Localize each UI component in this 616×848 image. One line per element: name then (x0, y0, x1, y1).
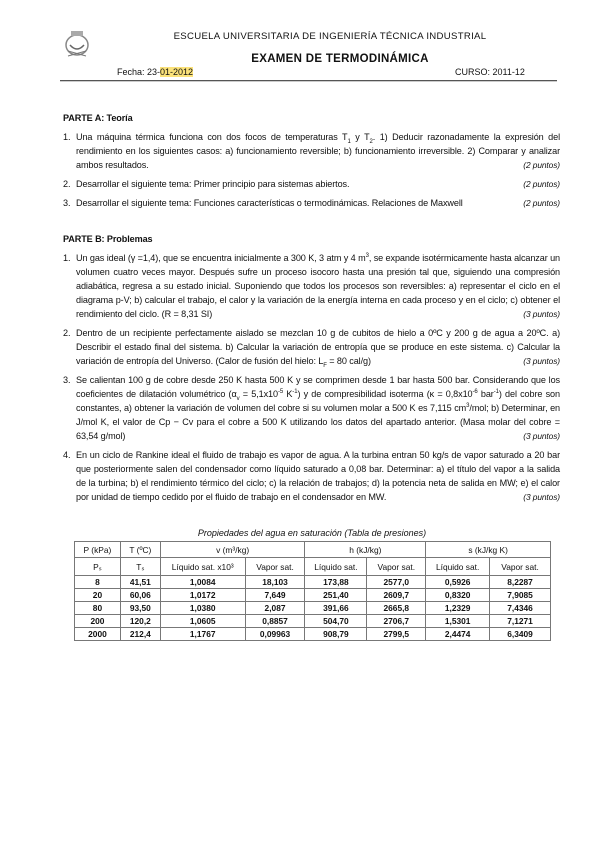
table-row (75, 589, 551, 602)
table-cell: 6,3409 (490, 628, 551, 641)
question-points: (3 puntos) (519, 490, 560, 504)
table-cell: 2,087 (245, 602, 305, 615)
subheader-cell: Líquido sat. (305, 558, 367, 576)
question-text (76, 328, 560, 369)
table-cell: 0,5926 (426, 576, 490, 589)
table-cell: 908,79 (305, 628, 367, 641)
theory-questions (63, 130, 560, 210)
question-number: 2. (63, 328, 71, 338)
header-cell: v (m³/kg) (160, 542, 305, 558)
text-run: y T (350, 132, 370, 142)
table-cell: 7,1271 (490, 615, 551, 628)
superscript: -5 (277, 388, 284, 395)
subheader-cell: Líquido sat. x10³ (160, 558, 245, 576)
table-cell: 173,88 (305, 576, 367, 589)
table-cell: 251,40 (305, 589, 367, 602)
table-cell: 7,4346 (490, 602, 551, 615)
question-number: 4. (63, 450, 71, 460)
exam-date (117, 67, 193, 77)
text-run: ) del cobre son constantes, a) obtener la variación de volumen del cobre si su volumen molar a 500 K es 7,115 cm (76, 389, 560, 413)
text-run: Desarrollar el siguiente tema: Primer principio para sistemas abiertos. (76, 179, 350, 189)
question-text (76, 450, 560, 502)
table-cell: 504,70 (305, 615, 367, 628)
subheader-cell: Vapor sat. (490, 558, 551, 576)
section-title-parte-b: PARTE B: Problemas (63, 234, 153, 244)
table-caption: Propiedades del agua en saturación (Tabla de presiones) (197, 528, 427, 538)
table-cell: 60,06 (120, 589, 160, 602)
table-cell: 80 (75, 602, 121, 615)
table-cell: 1,0380 (160, 602, 245, 615)
question-item (63, 196, 560, 210)
table-row (75, 615, 551, 628)
header-cell: T (ºC) (120, 542, 160, 558)
question-item (63, 326, 560, 368)
question-points: (3 puntos) (519, 354, 560, 368)
table-cell: 8 (75, 576, 121, 589)
header-cell: P (kPa) (75, 542, 121, 558)
question-points: (3 puntos) (519, 429, 560, 443)
table-cell: 2000 (75, 628, 121, 641)
table-cell: 20 (75, 589, 121, 602)
question-item (63, 373, 560, 443)
table-cell: 41,51 (120, 576, 160, 589)
table-row (75, 628, 551, 641)
question-item (63, 251, 560, 321)
table-cell: 2665,8 (367, 602, 426, 615)
table-cell: 2799,5 (367, 628, 426, 641)
problem-questions (63, 251, 560, 504)
text-run: ) y de compresibilidad isoterma (κ = 0,8x10 (297, 389, 473, 399)
text-run: K (283, 389, 293, 399)
text-run: Desarrollar el siguiente tema: Funciones características o termodinámicas. Relaciones de Maxwell (76, 198, 463, 208)
table-cell: 7,9085 (490, 589, 551, 602)
header-divider (60, 80, 557, 82)
superscript: -6 (472, 388, 478, 395)
table-cell: 8,2287 (490, 576, 551, 589)
text-run: Dentro de un recipiente perfectamente aislado se mezclan 10 g de cubitos de hielo a 0ºC y 200 g de agua a 20ºC. a) Describir el estado final del sistema. b) Calcular la variación de entropía que se produce en este sistema. c) Calcular la variación de entropía del Universo. (Calor de fusión del hielo: L (76, 328, 560, 366)
question-points: (2 puntos) (519, 177, 560, 191)
question-points: (2 puntos) (519, 158, 560, 172)
table-cell: 120,2 (120, 615, 160, 628)
subscript: 1 (347, 138, 351, 145)
question-number: 3. (63, 375, 71, 385)
question-text (76, 132, 560, 170)
date-label: Fecha: 23- (117, 67, 161, 77)
superscript: -1 (292, 388, 298, 395)
question-number: 2. (63, 179, 71, 189)
question-text (76, 375, 560, 441)
question-number: 3. (63, 198, 71, 208)
subheader-cell: Tₛ (120, 558, 160, 576)
question-text (76, 253, 560, 319)
question-number: 1. (63, 132, 71, 142)
superscript: -1 (493, 388, 499, 395)
question-item (63, 177, 560, 191)
text-run: En un ciclo de Rankine ideal el fluido de trabajo es vapor de agua. A la turbina entran 50 kg/s de vapor saturado a 20 bar que posteriormente salen del condensador como líquido saturado a 0,08 bar. Determinar: a) el título del vapor a la salida de la turbina; b) el rendimiento térmico del ciclo; c) la relación de trabajos; d) la potencia neta de salida en MW; e) el calor por unidad de tiempo cedido por el fluido de trabajo en el condensador en MW. (76, 450, 560, 502)
text-run: = 80 cal/g) (326, 356, 371, 366)
table-row (75, 576, 551, 589)
table-cell: 0,09963 (245, 628, 305, 641)
text-run: /mol; b) Determinar, en J/mol K, el valor de Cp − Cv para el cobre a 500 K utilizando los datos del apartado anterior. (Masa molar del cobre = 63,54 g/mol) (76, 403, 561, 441)
course-year: CURSO: 2011-12 (455, 67, 525, 77)
question-item (63, 130, 560, 172)
superscript: 3 (365, 252, 369, 259)
table-cell: 391,66 (305, 602, 367, 615)
table-cell: 0,8320 (426, 589, 490, 602)
table-cell: 212,4 (120, 628, 160, 641)
table-cell: 1,0084 (160, 576, 245, 589)
school-name: ESCUELA UNIVERSITARIA DE INGENIERÍA TÉCNICA INDUSTRIAL (173, 31, 487, 42)
text-run: . 1) Deducir razonadamente la expresión del rendimiento en los siguientes casos: a) funcionamiento reversible; b) funcionamiento irreversible. 2) Comparar y analizar ambos resultados. (76, 132, 560, 170)
text-run: Se calientan 100 g de cobre desde 250 K hasta 500 K y se comprimen desde 1 bar hasta 500 bar. Considerando que los coeficientes de dilatación volumétrico (α (76, 375, 560, 399)
header-cell: s (kJ/kg K) (426, 542, 551, 558)
subheader-cell: Vapor sat. (245, 558, 305, 576)
table-cell: 1,1767 (160, 628, 245, 641)
table-cell: 0,8857 (245, 615, 305, 628)
section-title-parte-a: PARTE A: Teoría (63, 113, 133, 123)
table-cell: 2609,7 (367, 589, 426, 602)
text-run: bar (477, 389, 494, 399)
table-cell: 1,0605 (160, 615, 245, 628)
table-cell: 93,50 (120, 602, 160, 615)
superscript: 3 (466, 402, 470, 409)
subheader-cell: Pₛ (75, 558, 121, 576)
header-cell: h (kJ/kg) (305, 542, 426, 558)
text-run: Una máquina térmica funciona con dos focos de temperaturas T (76, 132, 348, 142)
question-text (76, 198, 463, 208)
exam-title: EXAMEN DE TERMODINÁMICA (251, 53, 429, 65)
school-crest-logo (63, 29, 91, 59)
question-number: 1. (63, 253, 71, 263)
table-cell: 1,0172 (160, 589, 245, 602)
table-row (75, 602, 551, 615)
table-cell: 18,103 (245, 576, 305, 589)
subscript: 2 (369, 138, 373, 145)
table-header-row (75, 542, 551, 558)
question-text (76, 179, 349, 189)
table-cell: 200 (75, 615, 121, 628)
table-cell: 7,649 (245, 589, 305, 602)
subheader-cell: Vapor sat. (367, 558, 426, 576)
question-item (63, 448, 560, 504)
exam-body (63, 111, 560, 509)
text-run: Un gas ideal (γ =1,4), que se encuentra inicialmente a 300 K, 3 atm y 4 m (76, 253, 366, 263)
table-cell: 2577,0 (367, 576, 426, 589)
subheader-cell: Líquido sat. (426, 558, 490, 576)
subscript: F (323, 362, 327, 369)
steam-table (74, 541, 551, 641)
question-points: (3 puntos) (519, 307, 560, 321)
table-cell: 1,2329 (426, 602, 490, 615)
question-points: (2 puntos) (519, 196, 560, 210)
table-cell: 1,5301 (426, 615, 490, 628)
date-highlight: 01-2012 (160, 67, 194, 77)
table-subheader-row (75, 558, 551, 576)
table-cell: 2706,7 (367, 615, 426, 628)
table-cell: 2,4474 (426, 628, 490, 641)
text-run: = 5,1x10 (239, 389, 278, 399)
text-run: , se expande isotérmicamente hasta alcanzar un volumen cuatro veces mayor. Después sufre un proceso isocoro hasta una presión tal que, siguiendo una compresión adiabática, regresa a su estado inicial. Suponiendo que todos los procesos son reversibles: a) representar el ciclo en el diagrama p-V; b) calcular el trabajo, el calor y la variación de la energía interna en cada proceso y en el ciclo; c) obtener el rendimiento del ciclo. (R = 8,31 SI) (76, 253, 561, 319)
subscript: v (236, 395, 240, 402)
